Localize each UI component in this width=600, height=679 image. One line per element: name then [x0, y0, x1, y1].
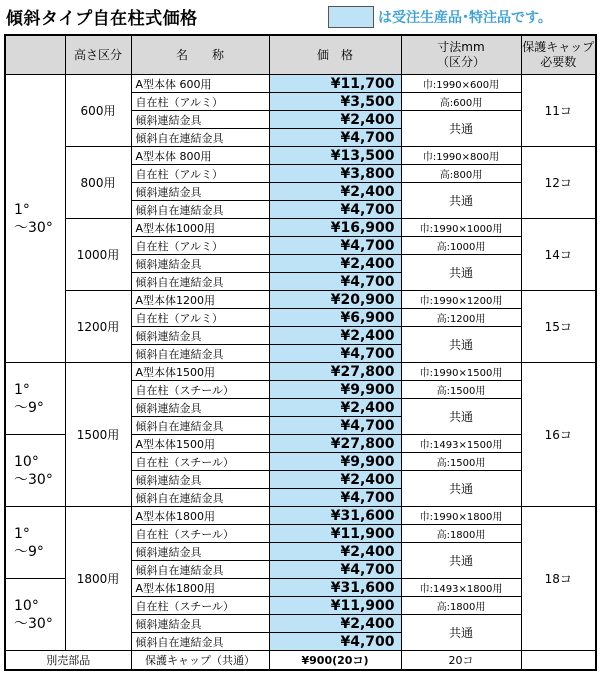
angle-range-line2: ～30°: [14, 615, 53, 632]
dimension-common-cell: 共通: [401, 327, 521, 363]
dimension-cell: 高:1500用: [401, 381, 521, 399]
page-title: 傾斜タイプ自在柱式価格: [6, 9, 198, 29]
table-row: [5, 363, 596, 381]
dimension-common-cell: 共通: [401, 183, 521, 219]
price-cell: ¥4,700: [269, 489, 401, 507]
price-cell: ¥11,900: [269, 525, 401, 543]
price-cell: ¥4,700: [269, 417, 401, 435]
item-name-cell: 傾斜連結金具: [131, 111, 269, 129]
dimension-common-cell: 共通: [401, 543, 521, 579]
item-name-cell: 傾斜連結金具: [131, 543, 269, 561]
item-name-cell: 自在柱（アルミ）: [131, 237, 269, 255]
price-cell: ¥27,800: [269, 363, 401, 381]
dimension-cell: 高:600用: [401, 93, 521, 111]
cap-count-cell: 12コ: [521, 147, 596, 219]
height-size-cell: 1200用: [65, 291, 131, 363]
header-caps-line1: 保護キャップ: [522, 40, 595, 54]
price-cell: ¥4,700: [269, 129, 401, 147]
price-cell: ¥2,400: [269, 471, 401, 489]
cap-count-cell: 11コ: [521, 75, 596, 147]
price-cell: ¥2,400: [269, 327, 401, 345]
item-name-cell: 傾斜自在連結金具: [131, 345, 269, 363]
table-row: [5, 291, 596, 309]
table-row: [5, 219, 596, 237]
item-name-cell: 自在柱（スチール）: [131, 381, 269, 399]
table-row: [5, 147, 596, 165]
item-name-cell: 傾斜自在連結金具: [131, 273, 269, 291]
item-name-cell: A型本体1200用: [131, 291, 269, 309]
dimension-cell: 巾:1493×1800用: [401, 579, 521, 597]
header-caps-line2: 必要数: [540, 55, 577, 69]
header-row: [5, 35, 596, 75]
price-cell: ¥27,800: [269, 435, 401, 453]
angle-range-cell: [5, 75, 65, 363]
item-name-cell: A型本体1800用: [131, 579, 269, 597]
item-name-cell: 自在柱（アルミ）: [131, 93, 269, 111]
item-name-cell: 傾斜連結金具: [131, 255, 269, 273]
optional-parts-label: 別売部品: [5, 651, 131, 671]
price-cell: ¥4,700: [269, 561, 401, 579]
dimension-common-cell: 共通: [401, 471, 521, 507]
price-cell: ¥2,400: [269, 399, 401, 417]
footer-row: [5, 651, 596, 671]
item-name-cell: 傾斜連結金具: [131, 399, 269, 417]
dimension-cell: 巾:1990×600用: [401, 75, 521, 93]
price-cell: ¥3,800: [269, 165, 401, 183]
legend-swatch: [328, 6, 374, 28]
item-name-cell: A型本体1800用: [131, 507, 269, 525]
dimension-common-cell: 共通: [401, 255, 521, 291]
item-name-cell: 傾斜連結金具: [131, 471, 269, 489]
price-table: [4, 34, 597, 671]
item-name-cell: A型本体1500用: [131, 363, 269, 381]
optional-part-name: 保護キャップ（共通）: [131, 651, 269, 671]
legend-text: は受注生産品･特注品です。: [378, 10, 552, 26]
price-cell: ¥4,700: [269, 201, 401, 219]
angle-range-line2: ～9°: [14, 543, 44, 560]
price-cell: ¥6,900: [269, 309, 401, 327]
header-price: 価 格: [269, 35, 401, 75]
item-name-cell: 自在柱（アルミ）: [131, 165, 269, 183]
dimension-common-cell: 共通: [401, 111, 521, 147]
dimension-cell: 巾:1990×1200用: [401, 291, 521, 309]
angle-range-line1: 10°: [14, 453, 39, 470]
dimension-cell: 高:800用: [401, 165, 521, 183]
angle-range-line1: 1°: [14, 525, 30, 542]
item-name-cell: 自在柱（スチール）: [131, 597, 269, 615]
price-cell: ¥3,500: [269, 93, 401, 111]
angle-range-cell: [5, 507, 65, 579]
height-size-cell: 1800用: [65, 507, 131, 651]
item-name-cell: 自在柱（スチール）: [131, 525, 269, 543]
price-cell: ¥16,900: [269, 219, 401, 237]
angle-range-line1: 1°: [14, 201, 30, 218]
item-name-cell: A型本体1000用: [131, 219, 269, 237]
dimension-cell: 巾:1990×1800用: [401, 507, 521, 525]
item-name-cell: A型本体1500用: [131, 435, 269, 453]
header-dim: [401, 35, 521, 75]
angle-range-cell: [5, 579, 65, 651]
item-name-cell: 傾斜自在連結金具: [131, 417, 269, 435]
price-cell: ¥4,700: [269, 273, 401, 291]
price-cell: ¥4,700: [269, 237, 401, 255]
item-name-cell: 傾斜自在連結金具: [131, 201, 269, 219]
dimension-cell: 高:1800用: [401, 525, 521, 543]
height-size-cell: 800用: [65, 147, 131, 219]
angle-range-line1: 1°: [14, 381, 30, 398]
price-cell: ¥4,700: [269, 633, 401, 651]
item-name-cell: 傾斜連結金具: [131, 615, 269, 633]
legend: [328, 6, 552, 28]
dimension-common-cell: 共通: [401, 399, 521, 435]
price-cell: ¥2,400: [269, 183, 401, 201]
optional-part-quantity: 20コ: [401, 651, 521, 671]
optional-part-empty: [521, 651, 596, 671]
item-name-cell: A型本体 600用: [131, 75, 269, 93]
header-size: 高さ区分: [65, 35, 131, 75]
dimension-cell: 高:1500用: [401, 453, 521, 471]
header-caps: [521, 35, 596, 75]
table-row: [5, 507, 596, 525]
price-cell: ¥9,900: [269, 381, 401, 399]
dimension-common-cell: 共通: [401, 615, 521, 651]
price-cell: ¥20,900: [269, 291, 401, 309]
price-cell: ¥4,700: [269, 345, 401, 363]
dimension-cell: 巾:1990×1500用: [401, 363, 521, 381]
dimension-cell: 高:1200用: [401, 309, 521, 327]
angle-range-cell: [5, 363, 65, 435]
angle-range-cell: [5, 435, 65, 507]
item-name-cell: A型本体 800用: [131, 147, 269, 165]
item-name-cell: 傾斜自在連結金具: [131, 489, 269, 507]
cap-count-cell: 14コ: [521, 219, 596, 291]
height-size-cell: 600用: [65, 75, 131, 147]
price-cell: ¥11,700: [269, 75, 401, 93]
item-name-cell: 傾斜自在連結金具: [131, 129, 269, 147]
item-name-cell: 傾斜連結金具: [131, 183, 269, 201]
item-name-cell: 傾斜自在連結金具: [131, 633, 269, 651]
cap-count-cell: 15コ: [521, 291, 596, 363]
angle-range-line1: 10°: [14, 597, 39, 614]
header-angle: [5, 35, 65, 75]
angle-range-line2: ～9°: [14, 399, 44, 416]
price-cell: ¥31,600: [269, 507, 401, 525]
item-name-cell: 自在柱（スチール）: [131, 453, 269, 471]
price-cell: ¥2,400: [269, 111, 401, 129]
item-name-cell: 自在柱（アルミ）: [131, 309, 269, 327]
cap-count-cell: 16コ: [521, 363, 596, 507]
header-dim-line2: （区分）: [436, 55, 485, 69]
height-size-cell: 1500用: [65, 363, 131, 507]
dimension-cell: 巾:1990×1000用: [401, 219, 521, 237]
header-dim-line1: 寸法mm: [437, 40, 485, 54]
cap-count-cell: 18コ: [521, 507, 596, 651]
item-name-cell: 傾斜連結金具: [131, 327, 269, 345]
angle-range-line2: ～30°: [14, 471, 53, 488]
header-name: 名 称: [131, 35, 269, 75]
price-cell: ¥2,400: [269, 255, 401, 273]
dimension-cell: 高:1800用: [401, 597, 521, 615]
item-name-cell: 傾斜自在連結金具: [131, 561, 269, 579]
optional-part-price: ¥900(20コ): [269, 651, 401, 671]
angle-range-line2: ～30°: [14, 219, 53, 236]
price-cell: ¥13,500: [269, 147, 401, 165]
dimension-cell: 巾:1493×1500用: [401, 435, 521, 453]
price-cell: ¥2,400: [269, 543, 401, 561]
price-cell: ¥9,900: [269, 453, 401, 471]
price-cell: ¥2,400: [269, 615, 401, 633]
height-size-cell: 1000用: [65, 219, 131, 291]
dimension-cell: 巾:1990×800用: [401, 147, 521, 165]
price-cell: ¥31,600: [269, 579, 401, 597]
dimension-cell: 高:1000用: [401, 237, 521, 255]
table-row: [5, 75, 596, 93]
price-cell: ¥11,900: [269, 597, 401, 615]
